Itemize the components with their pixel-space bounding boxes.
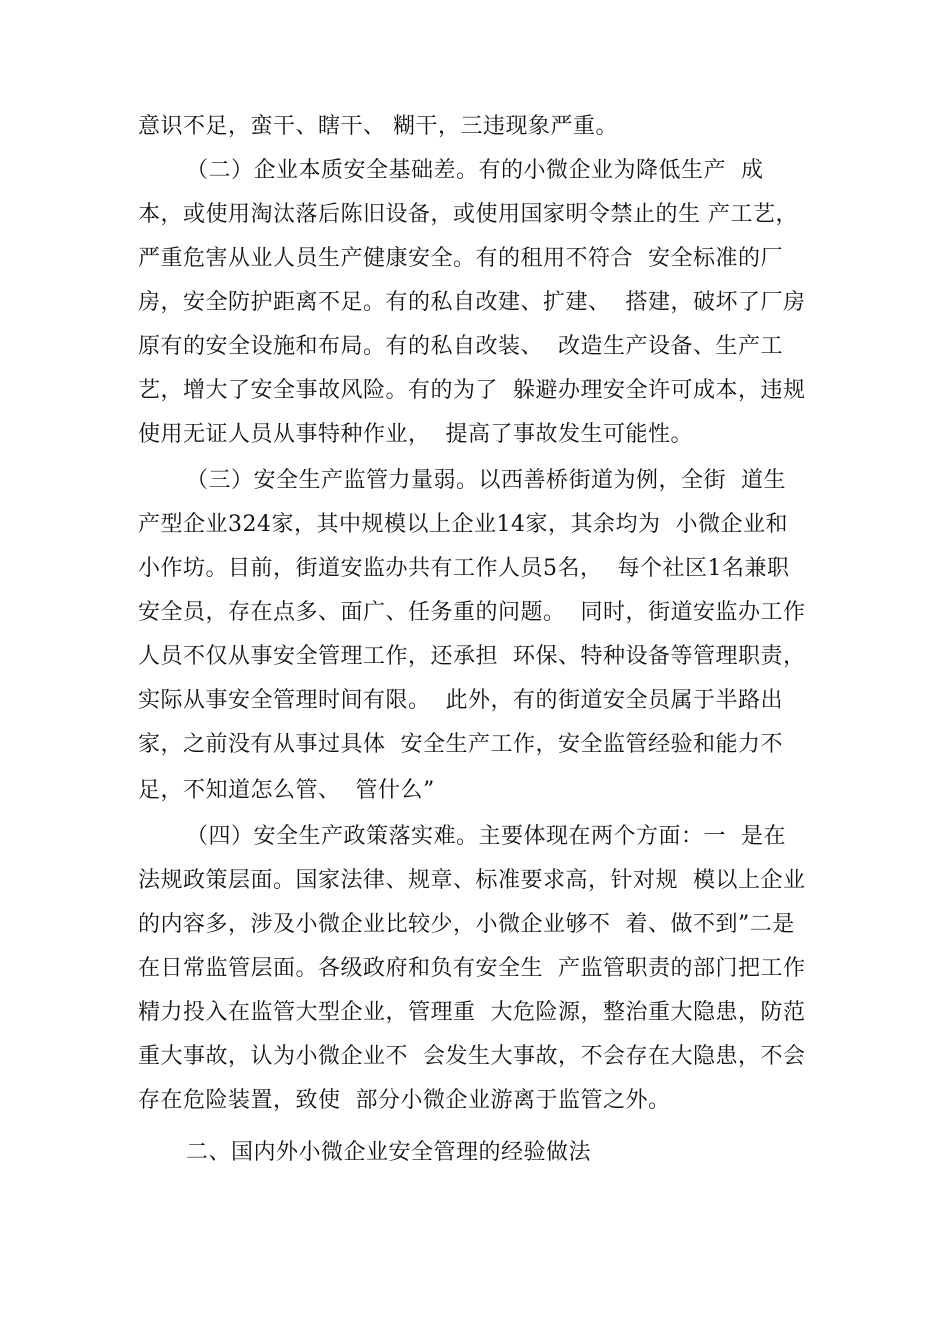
text-line: 严重危害从业人员生产健康安全。有的租用不符合 安全标准的厂 <box>138 246 783 271</box>
text-line: 实际从事安全管理时间有限。 此外，有的街道安全员属于半路出 <box>138 688 783 713</box>
text-line: 足，不知道怎么管、 管什么” <box>138 778 435 803</box>
text-line: 在日常监管层面。各级政府和负有安全生 产监管职责的部门把工作 <box>138 956 806 981</box>
text-line: 家，之前没有从事过具体 安全生产工作，安全监管经验和能力不 <box>138 732 783 757</box>
text-line: 艺，增大了安全事故风险。有的为了 躲避办理安全许可成本，违规 <box>138 378 806 403</box>
text-line: 小作坊。目前，街道安监办共有工作人员5名， 每个社区1名兼职 <box>138 556 790 581</box>
section-heading: 二、国内外小微企业安全管理的经验做法 <box>186 1140 592 1165</box>
paragraph-heading-4: （四）安全生产政策落实难。主要体现在两个方面：一 是在 <box>186 824 786 849</box>
text-line: 本，或使用淘汰落后陈旧设备，或使用国家明令禁止的生 产工艺， <box>138 202 798 227</box>
text-line: 房，安全防护距离不足。有的私自改建、扩建、 搭建，破坏了厂房 <box>138 290 806 315</box>
text-line: 精力投入在监管大型企业，管理重 大危险源，整治重大隐患，防范 <box>138 1000 806 1025</box>
paragraph-heading-2: （二）企业本质安全基础差。有的小微企业为降低生产 成 <box>186 158 764 183</box>
text-line: 重大事故，认为小微企业不 会发生大事故，不会存在大隐患，不会 <box>138 1044 806 1069</box>
text-line: 产型企业324家，其中规模以上企业14家，其余均为 小微企业和 <box>138 512 788 537</box>
text-line: 人员不仅从事安全管理工作，还承担 环保、特种设备等管理职责， <box>138 644 806 669</box>
text-line: 使用无证人员从事特种作业， 提高了事故发生可能性。 <box>138 422 693 447</box>
text-line: 安全员，存在点多、面广、任务重的问题。 同时，街道安监办工作 <box>138 600 806 625</box>
text-line: 法规政策层面。国家法律、规章、标准要求高，针对规 模以上企业 <box>138 868 806 893</box>
text-line: 的内容多，涉及小微企业比较少，小微企业够不 着、做不到”二是 <box>138 912 795 937</box>
text-line: 存在危险装置，致使 部分小微企业游离于监管之外。 <box>138 1088 671 1113</box>
text-line: 原有的安全设施和布局。有的私自改装、 改造生产设备、生产工 <box>138 334 783 359</box>
paragraph-heading-3: （三）安全生产监管力量弱。以西善桥街道为例，全街 道生 <box>186 468 786 493</box>
text-line: 意识不足，蛮干、瞎干、 糊干，三违现象严重。 <box>138 114 618 139</box>
